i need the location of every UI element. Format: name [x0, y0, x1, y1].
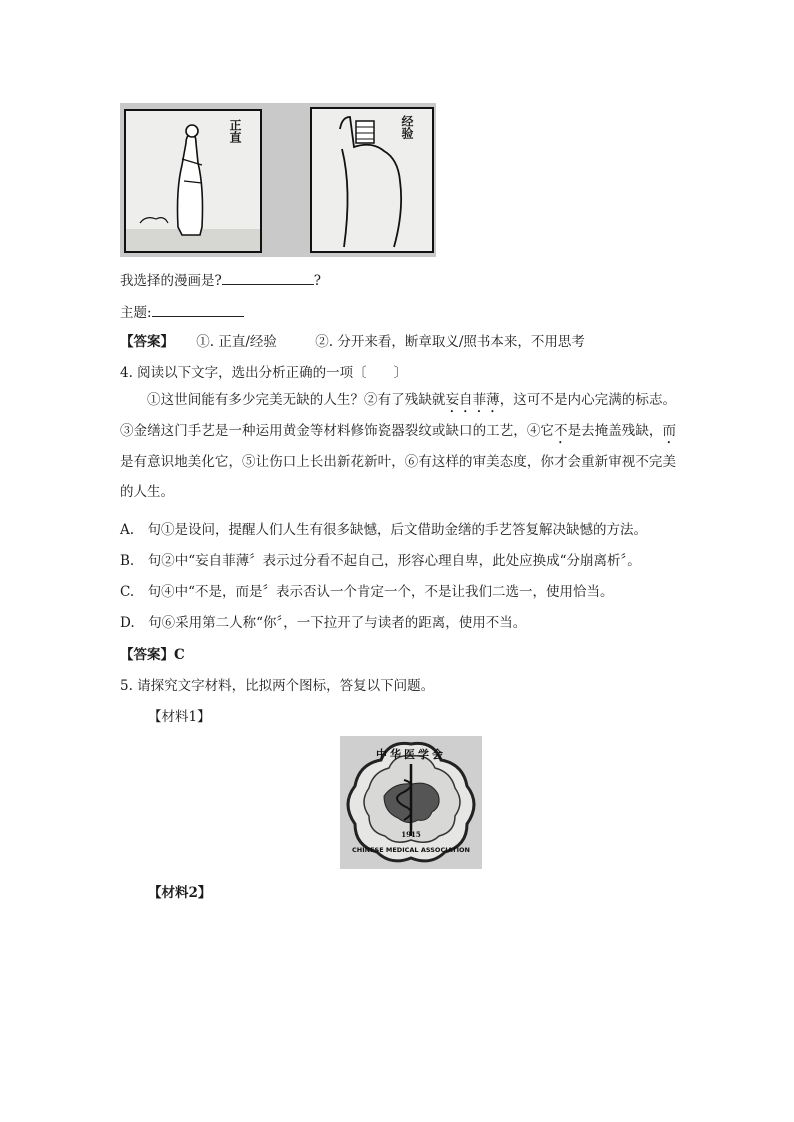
answer-tag: 【答案】 — [120, 334, 174, 350]
passage-dotted-word: 不 — [554, 423, 568, 439]
q4-answer: 【答案】C — [120, 647, 185, 663]
q4-option-c[interactable]: C. 句④中“不是，而是〞表示否认一个肯定一个，不是让我们二选一，使用恰当。 — [120, 584, 614, 600]
q4-option-d[interactable]: D. 句⑥采用第二人称“你〞，一下拉开了与读者的距离，使用不当。 — [120, 615, 527, 631]
q4-option-a[interactable]: A. 句①是设问，提醒人们人生有很多缺憾，后文借助金缮的手艺答复解决缺憾的方法。 — [120, 522, 648, 538]
cartoon-left-label: 正直 — [228, 119, 242, 143]
q5-stem: 5. 请探究文字材料，比拟两个图标，答复以下问题。 — [120, 678, 435, 694]
q4-passage — [120, 385, 676, 507]
choose-cartoon-line — [120, 270, 321, 291]
passage-dotted-word: 而 — [662, 423, 676, 439]
theme-label: 主题: — [120, 305, 152, 321]
cartoon-image — [120, 103, 436, 257]
material-2-label: 【材料2】 — [148, 885, 212, 901]
theme-answer-blank[interactable] — [152, 302, 244, 317]
cartoon-panel-left — [124, 109, 262, 253]
cartoon-panel-right — [310, 107, 434, 253]
logo-top-text: 中华医学会 — [376, 748, 446, 761]
theme-line — [120, 302, 244, 323]
material-1-label: 【材料1】 — [148, 709, 211, 725]
choose-prompt: 我选择的漫画是? — [120, 273, 222, 289]
choose-prompt-end: ? — [313, 273, 321, 289]
q3-answer-line — [120, 332, 585, 352]
q4-stem: 4. 阅读以下文字，选出分析正确的一项〔 〕 — [120, 365, 408, 381]
q3-answer-1: ①. 正直/经验 — [196, 334, 277, 350]
passage-dotted-word: 妄自菲薄 — [445, 392, 500, 408]
logo-year: 1915 — [401, 830, 421, 839]
chinese-medical-association-logo — [340, 736, 482, 869]
passage-segment: ，这可不是内心完满的标志。③金缮这门手艺是一种运用黄金等材料修饰瓷器裂纹或缺口的工艺，④它 — [120, 392, 677, 439]
q3-answer-2: ②. 分开来看，断章取义/照书本来，不用思考 — [315, 334, 585, 350]
q4-option-b[interactable]: B. 句②中“妄自菲薄〞表示过分看不起自己，形容心理自卑，此处应换成“分崩离析〞。 — [120, 553, 641, 569]
passage-segment: 是有意识地美化它，⑤让伤口上长出新花新叶，⑥有这样的审美态度，你才会重新审视不完美的人生。 — [120, 454, 676, 500]
logo-bottom-text: CHINESE MEDICAL ASSOCIATION — [352, 846, 470, 854]
passage-segment: ①这世间能有多少完美无缺的人生？②有了残缺就 — [147, 392, 446, 408]
choose-answer-blank[interactable] — [222, 270, 314, 285]
cartoon-right-label: 经验 — [400, 115, 414, 139]
passage-segment: 是去掩盖残缺， — [567, 423, 663, 439]
